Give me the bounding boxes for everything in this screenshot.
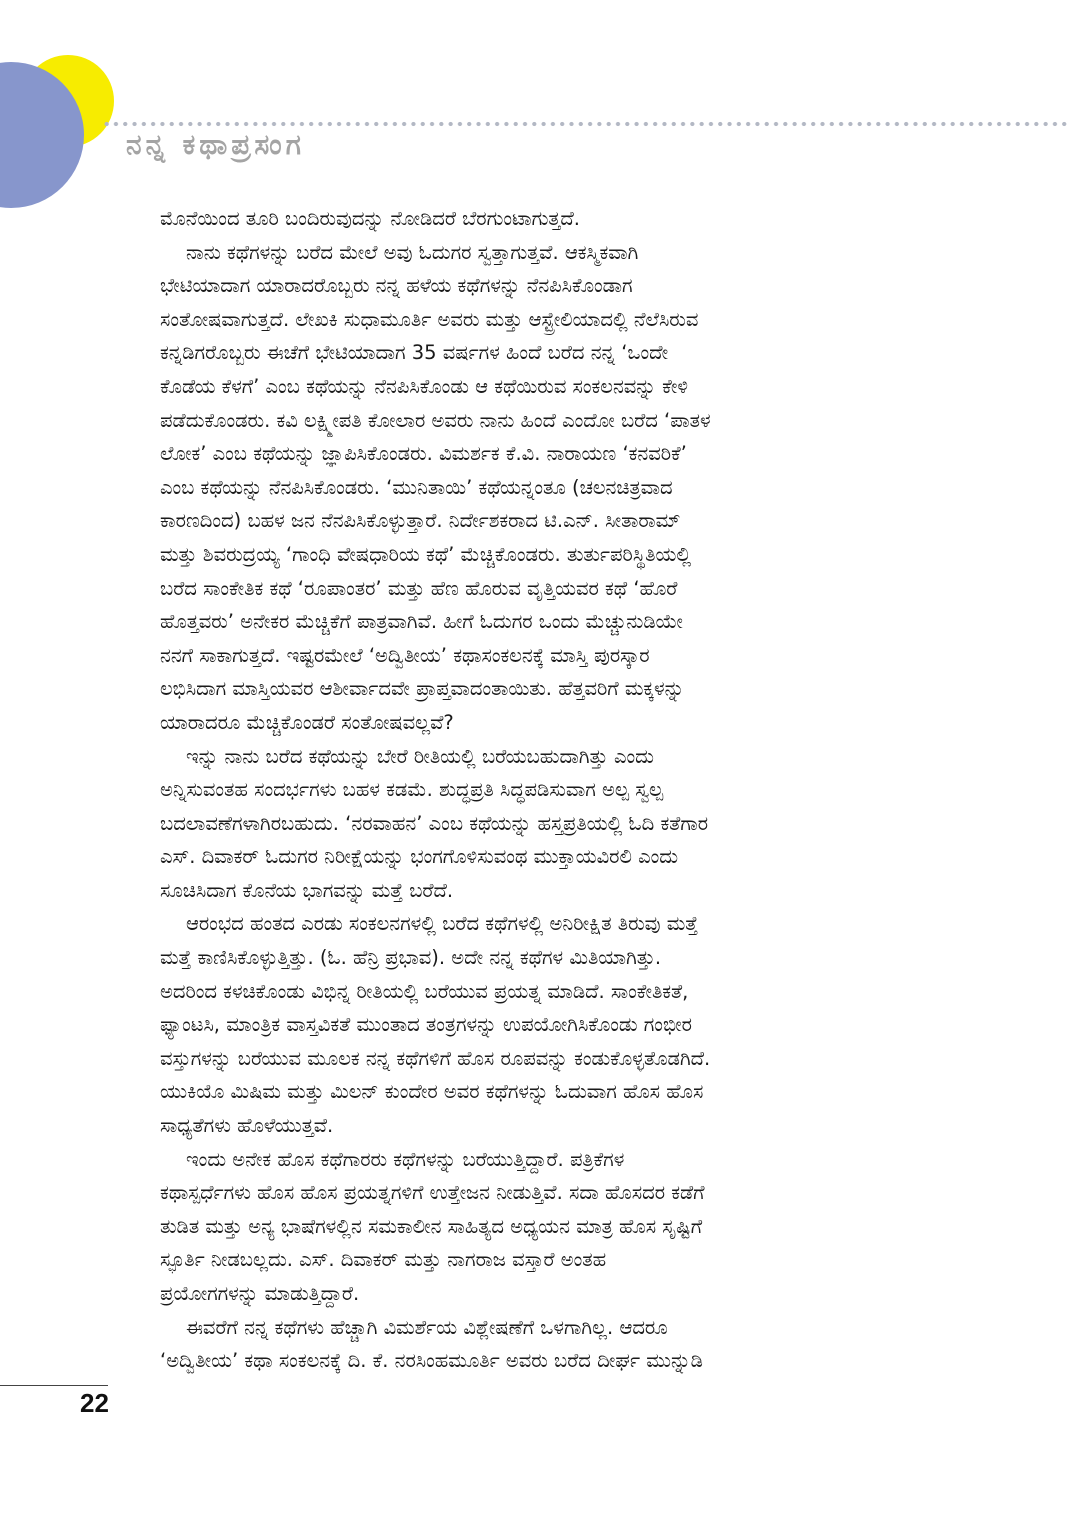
text-line: ನನಗೆ ಸಾಕಾಗುತ್ತದೆ. ಇಷ್ಟರಮೇಲೆ ‘ಅದ್ವಿತೀಯ’ ಕಥಾಸಂಕಲನಕ್ಕೆ ಮಾಸ್ತಿ ಪುರಸ್ಕಾರ bbox=[160, 643, 650, 667]
text-line: ಲೋಕ’ ಎಂಬ ಕಥೆಯನ್ನು ಜ್ಞಾಪಿಸಿಕೊಂಡರು. ವಿಮರ್ಶಕ ಕೆ.ವಿ. ನಾರಾಯಣ ‘ಕನವರಿಕೆ’ bbox=[160, 442, 687, 466]
text-line: ಈವರೆಗೆ ನನ್ನ ಕಥೆಗಳು ಹೆಚ್ಚಾಗಿ ವಿಮರ್ಶೆಯ ವಿಶ್ಲೇಷಣೆಗೆ ಒಳಗಾಗಿಲ್ಲ. ಆದರೂ bbox=[186, 1315, 668, 1339]
text-line: ಎಂಬ ಕಥೆಯನ್ನು ನೆನಪಿಸಿಕೊಂಡರು. ‘ಮುನಿತಾಯಿ’ ಕಥೆಯನ್ನಂತೂ (ಚಲನಚಿತ್ರವಾದ bbox=[160, 475, 673, 499]
text-line: ಮತ್ತೆ ಕಾಣಿಸಿಕೊಳ್ಳುತ್ತಿತ್ತು. (ಓ. ಹೆನ್ರಿ ಪ್ರಭಾವ). ಅದೇ ನನ್ನ ಕಥೆಗಳ ಮಿತಿಯಾಗಿತ್ತು. bbox=[160, 946, 662, 970]
text-line: ವಸ್ತುಗಳನ್ನು ಬರೆಯುವ ಮೂಲಕ ನನ್ನ ಕಥೆಗಳಿಗೆ ಹೊಸ ರೂಪವನ್ನು ಕಂಡುಕೊಳ್ಳತೊಡಗಿದೆ. bbox=[160, 1046, 711, 1070]
text-line: ಕಾರಣದಿಂದ) ಬಹಳ ಜನ ನೆನಪಿಸಿಕೊಳ್ಳುತ್ತಾರೆ. ನಿರ್ದೇಶಕರಾದ ಟಿ.ಎನ್. ಸೀತಾರಾಮ್ bbox=[160, 509, 681, 533]
text-line: ಅನ್ನಿಸುವಂತಹ ಸಂದರ್ಭಗಳು ಬಹಳ ಕಡಮೆ. ಶುದ್ಧಪ್ರತಿ ಸಿದ್ಧಪಡಿಸುವಾಗ ಅಲ್ಪ ಸ್ವಲ್ಪ bbox=[160, 778, 664, 802]
text-line: ಯುಕಿಯೊ ಮಿಷಿಮ ಮತ್ತು ಮಿಲನ್ ಕುಂದೇರ ಅವರ ಕಥೆಗಳನ್ನು ಓದುವಾಗ ಹೊಸ ಹೊಸ bbox=[160, 1080, 704, 1104]
text-line: ಸ್ಫೂರ್ತಿ ನೀಡಬಲ್ಲದು. ಎಸ್. ದಿವಾಕರ್ ಮತ್ತು ನಾಗರಾಜ ವಸ್ತಾರೆ ಅಂತಹ bbox=[160, 1248, 607, 1272]
footer-rule bbox=[0, 1385, 108, 1386]
text-line: ಇಂದು ಅನೇಕ ಹೊಸ ಕಥೆಗಾರರು ಕಥೆಗಳನ್ನು ಬರೆಯುತ್ತಿದ್ದಾರೆ. ಪತ್ರಿಕೆಗಳ bbox=[186, 1147, 625, 1171]
text-line: ನಾನು ಕಥೆಗಳನ್ನು ಬರೆದ ಮೇಲೆ ಅವು ಓದುಗರ ಸ್ವತ್ತಾಗುತ್ತವೆ. ಆಕಸ್ಮಿಕವಾಗಿ bbox=[186, 240, 639, 264]
text-line: ಭೇಟಿಯಾದಾಗ ಯಾರಾದರೊಬ್ಬರು ನನ್ನ ಹಳೆಯ ಕಥೆಗಳನ್ನು ನೆನಪಿಸಿಕೊಂಡಾಗ bbox=[160, 274, 633, 298]
dotted-header-rule bbox=[102, 121, 1068, 127]
text-line: ಇನ್ನು ನಾನು ಬರೆದ ಕಥೆಯನ್ನು ಬೇರೆ ರೀತಿಯಲ್ಲಿ ಬರೆಯಬಹುದಾಗಿತ್ತು ಎಂದು bbox=[186, 744, 654, 768]
text-line: ಹೊತ್ತವರು’ ಅನೇಕರ ಮೆಚ್ಚಿಕೆಗೆ ಪಾತ್ರವಾಗಿವೆ. ಹೀಗೆ ಓದುಗರ ಒಂದು ಮೆಚ್ಚುನುಡಿಯೇ bbox=[160, 610, 683, 634]
text-line: ಅದರಿಂದ ಕಳಚಿಕೊಂಡು ವಿಭಿನ್ನ ರೀತಿಯಲ್ಲಿ ಬರೆಯುವ ಪ್ರಯತ್ನ ಮಾಡಿದೆ. ಸಾಂಕೇತಿಕತೆ, bbox=[160, 979, 689, 1003]
text-line: ಪಡೆದುಕೊಂಡರು. ಕವಿ ಲಕ್ಷ್ಮೀಪತಿ ಕೋಲಾರ ಅವರು ನಾನು ಹಿಂದೆ ಎಂದೋ ಬರೆದ ‘ಪಾತಳ bbox=[160, 408, 711, 432]
text-line: ಮತ್ತು ಶಿವರುದ್ರಯ್ಯ ‘ಗಾಂಧಿ ವೇಷಧಾರಿಯ ಕಥೆ’ ಮೆಚ್ಚಿಕೊಂಡರು. ತುರ್ತುಪರಿಸ್ಥಿತಿಯಲ್ಲಿ bbox=[160, 542, 692, 566]
text-line: ಪ್ರಯೋಗಗಳನ್ನು ಮಾಡುತ್ತಿದ್ದಾರೆ. bbox=[160, 1282, 360, 1305]
running-head: ನನ್ನ ಕಥಾಪ್ರಸಂಗ bbox=[126, 128, 305, 161]
text-line: ಆರಂಭದ ಹಂತದ ಎರಡು ಸಂಕಲನಗಳಲ್ಲಿ ಬರೆದ ಕಥೆಗಳಲ್ಲಿ ಅನಿರೀಕ್ಷಿತ ತಿರುವು ಮತ್ತೆ bbox=[186, 912, 699, 936]
text-line: ಸಾಧ್ಯತೆಗಳು ಹೊಳೆಯುತ್ತವೆ. bbox=[160, 1114, 334, 1138]
body-text bbox=[160, 202, 920, 1378]
text-line: ‘ಅದ್ವಿತೀಯ’ ಕಥಾ ಸಂಕಲನಕ್ಕೆ ದಿ. ಕೆ. ನರಸಿಂಹಮೂರ್ತಿ ಅವರು ಬರೆದ ದೀರ್ಘ ಮುನ್ನುಡಿ bbox=[160, 1349, 703, 1373]
text-line: ತುಡಿತ ಮತ್ತು ಅನ್ಯ ಭಾಷೆಗಳಲ್ಲಿನ ಸಮಕಾಲೀನ ಸಾಹಿತ್ಯದ ಅಧ್ಯಯನ ಮಾತ್ರ ಹೊಸ ಸೃಷ್ಟಿಗೆ bbox=[160, 1214, 703, 1238]
text-line: ಫ್ಯಾಂಟಸಿ, ಮಾಂತ್ರಿಕ ವಾಸ್ತವಿಕತೆ ಮುಂತಾದ ತಂತ್ರಗಳನ್ನು ಉಪಯೋಗಿಸಿಕೊಂಡು ಗಂಭೀರ bbox=[160, 1013, 692, 1037]
text-line: ಕೊಡೆಯ ಕೆಳಗೆ’ ಎಂಬ ಕಥೆಯನ್ನು ನೆನಪಿಸಿಕೊಂಡು ಆ ಕಥೆಯಿರುವ ಸಂಕಲನವನ್ನು ಕೇಳಿ bbox=[160, 374, 688, 398]
page-number: 22 bbox=[80, 1388, 109, 1418]
text-line: ಕನ್ನಡಿಗರೊಬ್ಬರು ಈಚೆಗೆ ಭೇಟಿಯಾದಾಗ 35 ವರ್ಷಗಳ ಹಿಂದೆ ಬರೆದ ನನ್ನ ‘ಒಂದೇ bbox=[160, 341, 669, 365]
text-line: ಲಭಿಸಿದಾಗ ಮಾಸ್ತಿಯವರ ಆಶೀರ್ವಾದವೇ ಪ್ರಾಪ್ತವಾದಂತಾಯಿತು. ಹೆತ್ತವರಿಗೆ ಮಕ್ಕಳನ್ನು bbox=[160, 677, 685, 701]
text-line: ಸಂತೋಷವಾಗುತ್ತದೆ. ಲೇಖಕಿ ಸುಧಾಮೂರ್ತಿ ಅವರು ಮತ್ತು ಆಸ್ಟ್ರೇಲಿಯಾದಲ್ಲಿ ನೆಲೆಸಿರುವ bbox=[160, 307, 699, 331]
text-line: ಮೊನೆಯಿಂದ ತೂರಿ ಬಂದಿರುವುದನ್ನು ನೋಡಿದರೆ ಬೆರಗುಂಟಾಗುತ್ತದೆ. bbox=[160, 207, 580, 230]
text-line: ಎಸ್. ದಿವಾಕರ್ ಓದುಗರ ನಿರೀಕ್ಷೆಯನ್ನು ಭಂಗಗೊಳಿಸುವಂಥ ಮುಕ್ತಾಯವಿರಲಿ ಎಂದು bbox=[160, 845, 679, 869]
text-line: ಸೂಚಿಸಿದಾಗ ಕೊನೆಯ ಭಾಗವನ್ನು ಮತ್ತೆ ಬರೆದೆ. bbox=[160, 878, 454, 902]
text-line: ಬದಲಾವಣೆಗಳಾಗಿರಬಹುದು. ‘ನರವಾಹನ’ ಎಂಬ ಕಥೆಯನ್ನು ಹಸ್ತಪ್ರತಿಯಲ್ಲಿ ಓದಿ ಕತೆಗಾರ bbox=[160, 811, 709, 835]
text-line: ಕಥಾಸ್ಪರ್ಧೆಗಳು ಹೊಸ ಹೊಸ ಪ್ರಯತ್ನಗಳಿಗೆ ಉತ್ತೇಜನ ನೀಡುತ್ತಿವೆ. ಸದಾ ಹೊಸದರ ಕಡೆಗೆ bbox=[160, 1181, 705, 1205]
text-line: ಬರೆದ ಸಾಂಕೇತಿಕ ಕಥೆ ‘ರೂಪಾಂತರ’ ಮತ್ತು ಹೆಣ ಹೊರುವ ವೃತ್ತಿಯವರ ಕಥೆ ‘ಹೊರೆ bbox=[160, 576, 678, 600]
text-line: ಯಾರಾದರೂ ಮೆಚ್ಚಿಕೊಂಡರೆ ಸಂತೋಷವಲ್ಲವೆ? bbox=[160, 710, 454, 734]
